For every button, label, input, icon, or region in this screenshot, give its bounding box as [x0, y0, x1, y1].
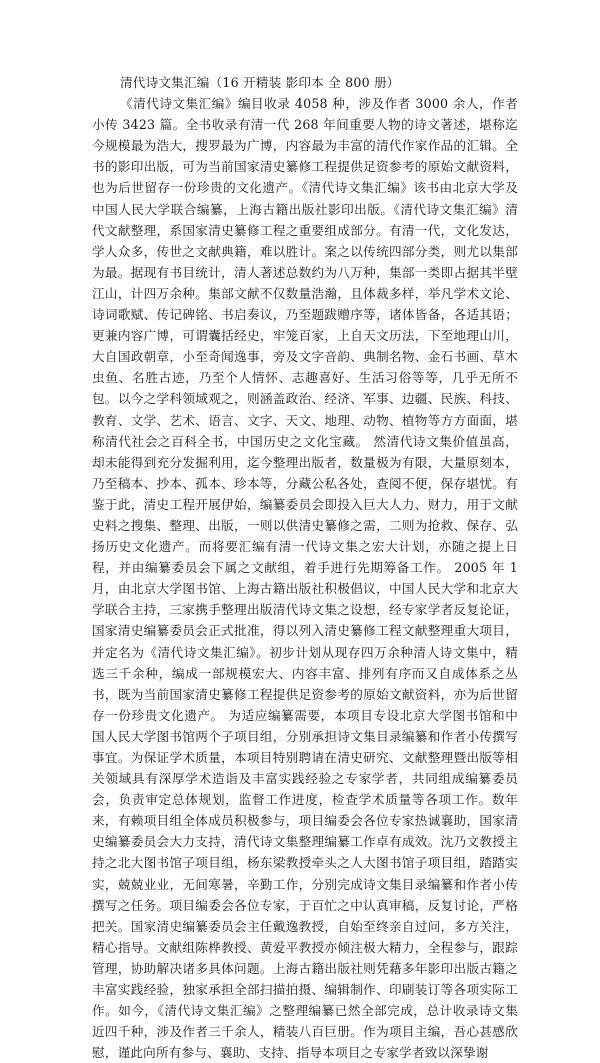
- document-title: 清代诗文集汇编（16 开精装 影印本 全 800 册）: [120, 75, 400, 90]
- document-body: 《清代诗文集汇编》编目收录 4058 种，涉及作者 3000 余人，作者小传 3423 篇。全书收录有清一代 268 年间重要人物的诗文著述，堪称迄今规模最为浩大，搜罗最为广博，内容最为丰富的清代作家作品的汇辑。全书的影印出版，可为当前国家清史纂修工程提供足资参考的原始文献资料，也为后世留存一份珍贵的文化遗产。《清代诗文集汇编》该书由北京大学及中国人民大学联合编纂，上海古籍出版社影印出版。《清代诗文集汇编》清代文献整理，系国家清史纂修工程之重要组成部分。有清一代，文化发达，学人众多，传世之文献典籍，难以胜计。案之以传统四部分类，则尤以集部为最。据现有书目统计，清人著述总数约为八万种，集部一类即占据其半壁江山，计四万余种。集部文献不仅数量浩瀚，且体裁多样，举凡学术文论、诗词歌赋、传记碑铭、书启奏议，乃至题跋赠序等，诸体皆备，各适其语；更兼内容广博，可谓囊括经史，牢笼百家，上自天文历法，下至地理山川，大自国政朝章，小至奇闻逸事，旁及文字音韵、典制名物、金石书画、草木虫鱼、名胜古迹，乃至个人情怀、志趣喜好、生活习俗等等，几乎无所不包。以今之学科领域观之，则涵盖政治、经济、军事、边疆、民族、科技、教育、文学、艺术、语言、文字、天文、地理、动物、植物等方方面面，堪称清代社会之百科全书，中国历史之文化宝藏。 然清代诗文集价值虽高，却未能得到充分发掘利用，迄今整理出版者，数量极为有限，大量原刻本，乃至稿本、抄本、孤本、珍本等，分藏公私各处，查阅不便，保存堪忧。有鉴于此，清史工程开展伊始，编纂委员会即投入巨大人力、财力，用于文献史料之搜集、整理、出版，一则以供清史纂修之需，二则为抢救、保存、弘扬历史文化遗产。而将要汇编有清一代诗文集之宏大计划，亦随之提上日程，并由编纂委员会下属之文献组，着手进行先期筹备工作。 2005 年 1 月，由北京大学图书馆、上海古籍出版社积极倡议，中国人民大学和北京大学联合主持，三家携手整理出版清代诗文集之设想，经专家学者反复论证，国家清史编纂委员会正式批准，得以列入清史纂修工程文献整理重大项目，并定名为《清代诗文集汇编》。初步计划从现存四万余种清人诗文集中，精选三千余种，编成一部规模宏大、内容丰富、排列有序而又自成体系之丛书，既为当前国家清史纂修工程提供足资参考的原始文献资料，亦为后世留存一份珍贵文化遗产。 为适应编纂需要，本项目专设北京大学图书馆和中国人民大学图书馆两个子项目组，分别承担诗文集目录编纂和作者小传撰写事宜。为保证学术质量，本项目特别聘请在清史研究、文献整理暨出版等相关领域具有深厚学术造诣及丰富实践经验之专家学者，共同组成编纂委员会，负责审定总体规划，监督工作进度，检查学术质量等各项工作。数年来，有赖项目组全体成员积极参与，项目编委会各位专家热诚襄助，国家清史编纂委员会大力支持，清代诗文集整理编纂工作卓有成效。沈乃文教授主持之北大图书馆子项目组，杨东梁教授牵头之人大图书馆子项目组，踏踏实实，兢兢业业，无间寒暑，辛勤工作，分别完成诗文集目录编纂和作者小传撰写之任务。项目编委会各位专家，于百忙之中认真审稿，反复讨论，严格把关。国家清史编纂委员会主任戴逸教授，自始至终亲自过问，多方关注，精心指导。文献组陈桦教授、黄爱平教授亦倾注极大精力，全程参与，跟踪管理，协助解决诸多具体问题。上海古籍出版社则凭藉多年影印出版古籍之丰富实践经验，独家承担全部扫描拍摄、编辑制作、印刷装订等各项实际工作。如今，《清代诗文集汇编》之整理编纂已然全部完成，总计收录诗文集近四千种，涉及作者三千余人，精装八百巨册。作为项目主编，吾心甚感欣慰，谨此向所有参与、襄助、支持、指导本项目之专家学者致以深挚谢: [92, 96, 518, 1061]
- document-page: [92, 72, 518, 1063]
